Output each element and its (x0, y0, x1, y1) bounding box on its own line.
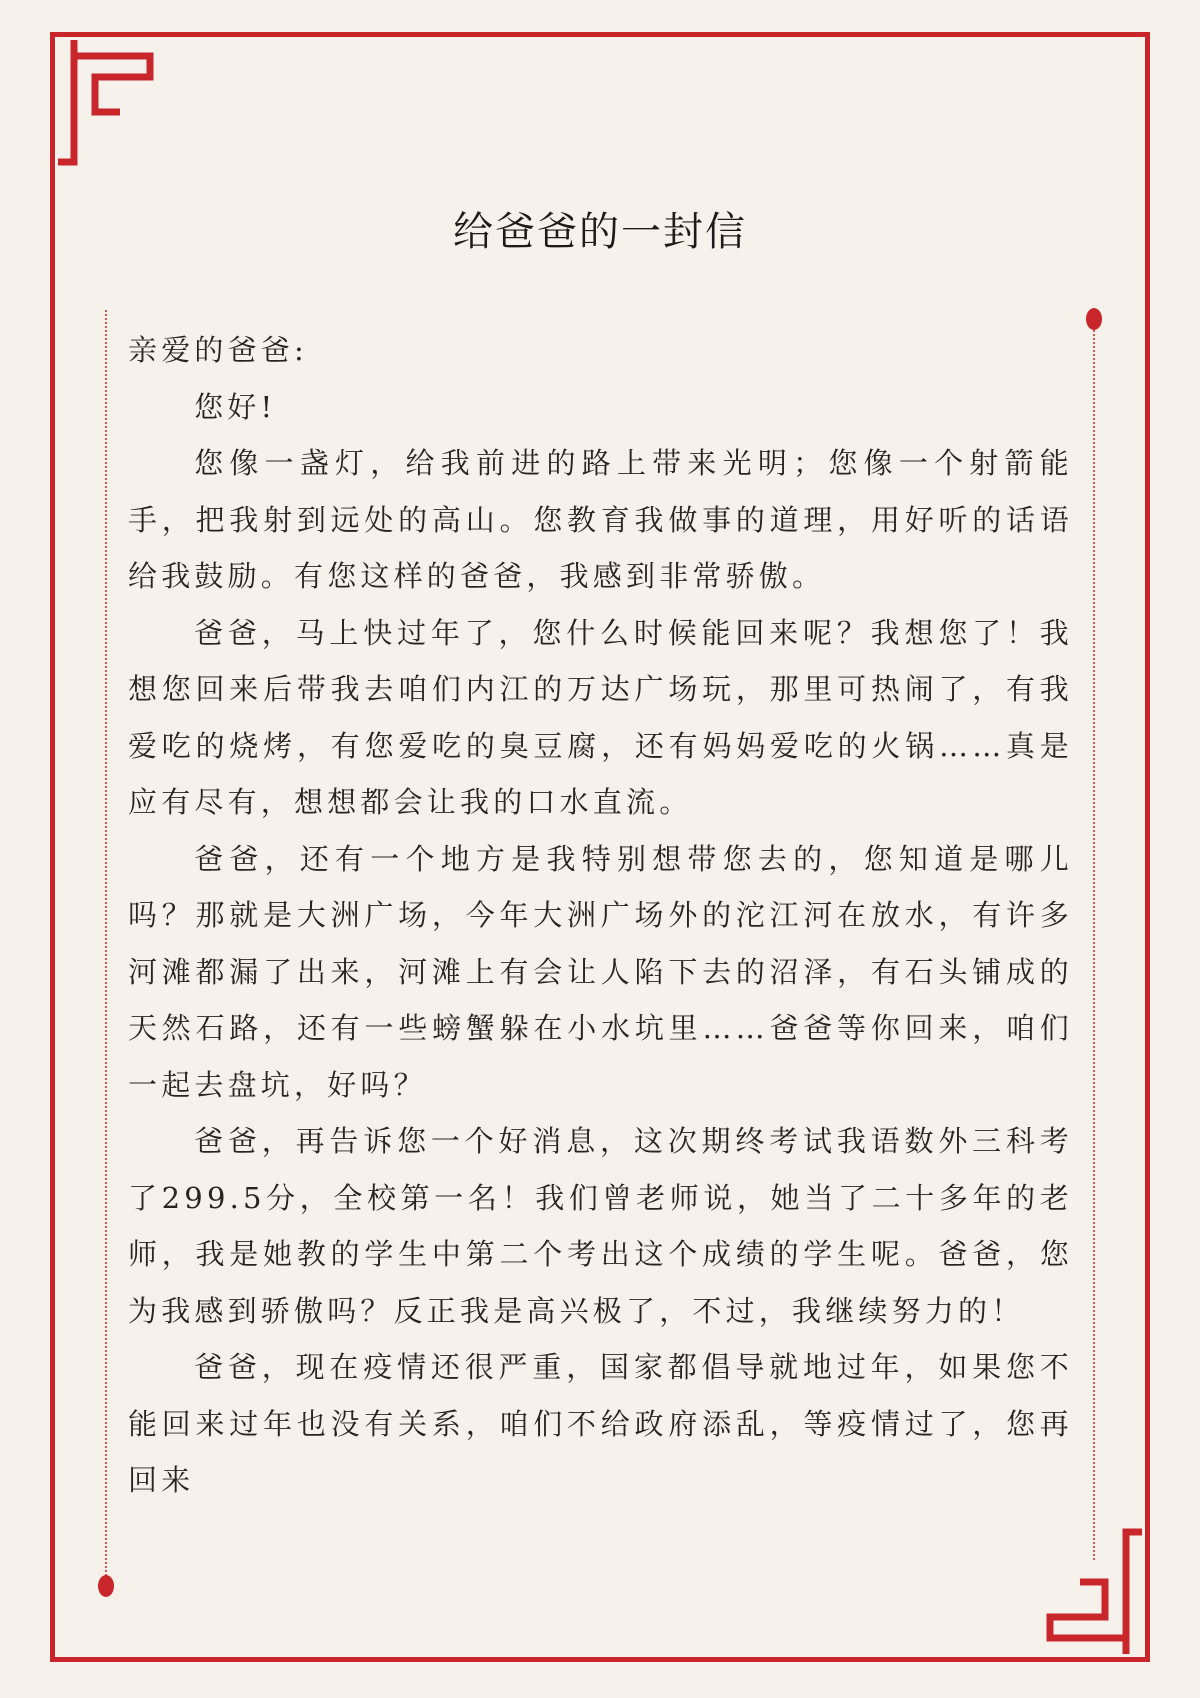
left-dotted-line (105, 310, 107, 1580)
paragraph: 爸爸，现在疫情还很严重，国家都倡导就地过年，如果您不能回来过年也没有关系，咱们不给政府添乱，等疫情过了，您再回来 (128, 1350, 1073, 1497)
paragraph: 爸爸，再告诉您一个好消息，这次期终考试我语数外三科考了299.5分，全校第一名！我们曾老师说，她当了二十多年的老师，我是她教的学生中第二个考出这个成绩的学生呢。爸爸，您为我感到骄傲吗？反正我是高兴极了，不过，我继续努力的！ (128, 1124, 1073, 1328)
salutation: 亲爱的爸爸: (128, 333, 308, 367)
corner-ornament-top-left (50, 32, 160, 172)
left-ornament-dot (98, 1575, 114, 1597)
greeting: 您好! (194, 389, 277, 424)
letter-body (128, 322, 1073, 1509)
right-ornament-dot (1086, 308, 1102, 330)
corner-ornament-bottom-right (1040, 1522, 1150, 1662)
paragraph: 爸爸，马上快过年了，您什么时候能回来呢？我想您了！我想您回来后带我去咱们内江的万达广场玩，那里可热闹了，有我爱吃的烧烤，有您爱吃的臭豆腐，还有妈妈爱吃的火锅……真是应有尽有，想想都会让我的口水直流。 (128, 615, 1073, 819)
right-dotted-line (1093, 330, 1095, 1560)
paragraph: 爸爸，还有一个地方是我特别想带您去的，您知道是哪儿吗？那就是大洲广场，今年大洲广场外的沱江河在放水，有许多河滩都漏了出来，河滩上有会让人陷下去的沼泽，有石头铺成的天然石路，还有一些螃蟹躲在小水坑里……爸爸等你回来，咱们一起去盘坑，好吗？ (128, 841, 1073, 1102)
letter-title: 给爸爸的一封信 (453, 209, 747, 255)
paragraph: 您像一盏灯，给我前进的路上带来光明；您像一个射箭能手，把我射到远处的高山。您教育我做事的道理，用好听的话语给我鼓励。有您这样的爸爸，我感到非常骄傲。 (128, 446, 1073, 593)
